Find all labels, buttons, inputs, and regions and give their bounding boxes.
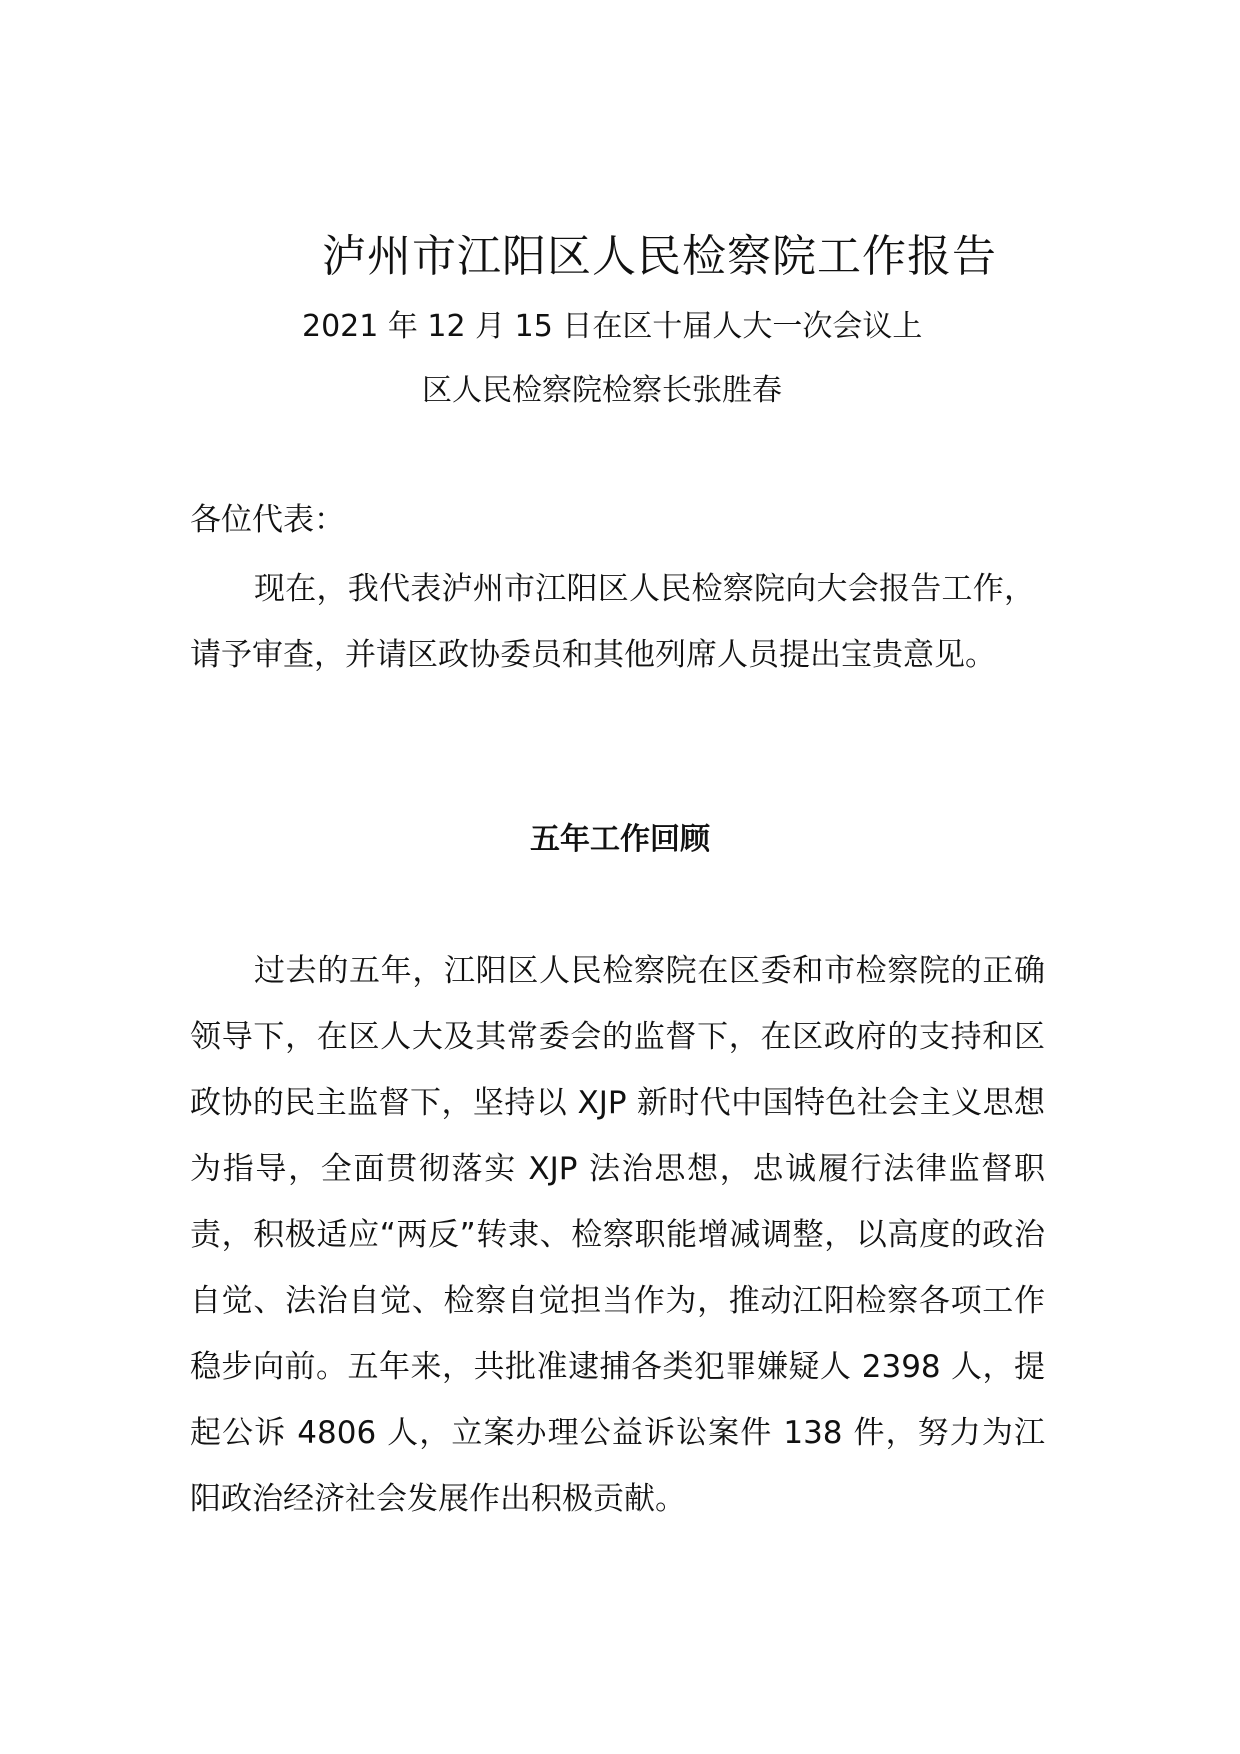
intro-paragraph: 现在，我代表泸州市江阳区人民检察院向大会报告工作，请予审查，并请区政协委员和其他列席人员提出宝贵意见。 <box>190 571 1035 673</box>
meeting-date-line: 2021 年 12 月 15 日在区十届人大一次会议上 <box>302 309 923 344</box>
document-title: 泸州市江阳区人民检察院工作报告 <box>322 231 997 282</box>
salutation: 各位代表： <box>190 502 345 538</box>
review-paragraph: 过去的五年，江阳区人民检察院在区委和市检察院的正确领导下，在区人大及其常委会的监督下，在区政府的支持和区政协的民主监督下，坚持以 XJP 新时代中国特色社会主义思想为指导，全面贯彻落实 XJP 法治思想，忠诚履行法律监督职责，积极适应“两反”转隶、检察职能增减调整，以高度的政治自觉、法治自觉、检察自觉担当作为，推动江阳检察各项工作稳步向前。五年来，共批准逮捕各类犯罪嫌疑人 2398 人，提起公诉 4806 人，立案办理公益诉讼案件 138 件，努力为江阳政治经济社会发展作出积极贡献。 <box>190 953 1045 1517</box>
reporter-line: 区人民检察院检察长张胜春 <box>422 373 782 408</box>
section-heading: 五年工作回顾 <box>530 822 710 857</box>
